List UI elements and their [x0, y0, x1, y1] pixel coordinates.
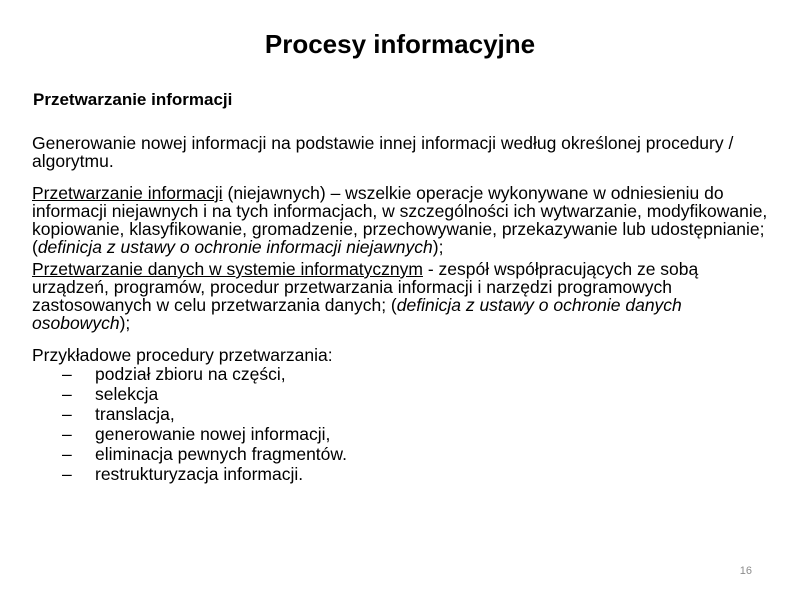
- page-number: 16: [739, 565, 752, 577]
- list-item-text: selekcja: [95, 384, 159, 404]
- list-dash: –: [62, 364, 72, 384]
- list-item-text: podział zbioru na części,: [95, 364, 286, 384]
- term-information-processing: Przetwarzanie informacji: [32, 183, 223, 203]
- procedures-intro: Przykładowe procedury przetwarzania:: [32, 345, 333, 365]
- list-dash: –: [62, 464, 72, 484]
- list-dash: –: [62, 404, 72, 424]
- definition-data-processing: [32, 260, 772, 332]
- definition-data-processing-text: - zespół współpracujących ze sobą urządzeń, programów, procedur przetwarzania informacji i narzędzi programowych zastosowanych w celu przetwarzania danych; (: [32, 259, 699, 315]
- definition-information-processing-text: (niejawnych) – wszelkie operacje wykonywane w odniesieniu do informacji niejawnych i na tych informacjach, w szczególności ich wytwarzanie, modyfikowanie, kopiowanie, klasyfikowanie, gromadzenie, przechowywanie, przekazywanie lub udostępnianie; (: [32, 183, 768, 257]
- list-item: [62, 464, 772, 484]
- definition-data-processing-source: definicja z ustawy o ochronie danych osobowych: [32, 295, 682, 333]
- list-dash: –: [62, 444, 72, 464]
- intro-paragraph: Generowanie nowej informacji na podstawie innej informacji według określonej procedury / algorytmu.: [32, 133, 734, 171]
- list-item: [62, 384, 772, 404]
- list-dash: –: [62, 424, 72, 444]
- list-item-text: translacja,: [95, 404, 175, 424]
- section-subtitle: Przetwarzanie informacji: [33, 90, 233, 109]
- list-item: [62, 364, 772, 384]
- definition-information-processing-closing: );: [432, 237, 444, 257]
- list-item: [62, 424, 772, 444]
- procedures-list: [32, 364, 772, 484]
- list-item: [62, 404, 772, 424]
- list-item-text: restrukturyzacja informacji.: [95, 464, 304, 484]
- slide-title: Procesy informacyjne: [264, 29, 536, 59]
- list-dash: –: [62, 384, 72, 404]
- slide-body: [32, 134, 772, 484]
- definition-information-processing-source: definicja z ustawy o ochronie informacji niejawnych: [37, 237, 433, 257]
- definition-data-processing-closing: );: [119, 313, 131, 333]
- list-item-text: eliminacja pewnych fragmentów.: [95, 444, 347, 464]
- term-data-processing: Przetwarzanie danych w systemie informatycznym: [32, 259, 423, 279]
- list-item: [62, 444, 772, 464]
- list-item-text: generowanie nowej informacji,: [95, 424, 331, 444]
- definition-information-processing: [32, 184, 772, 256]
